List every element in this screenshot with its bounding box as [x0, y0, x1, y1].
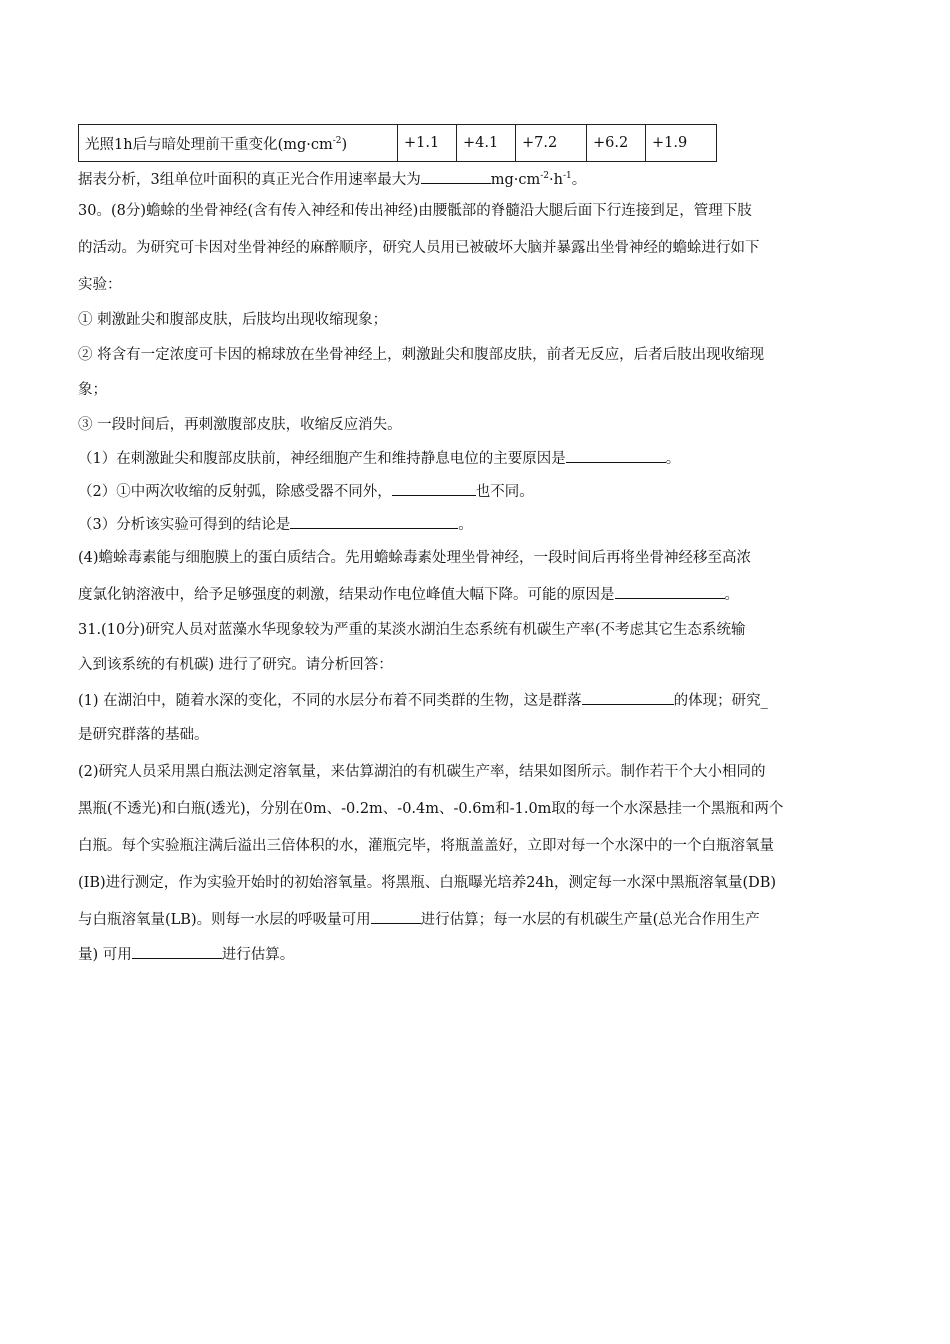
text-line: (1) 在湖泊中，随着水深的变化，不同的水层分布着不同类群的生物，这是群落 的体现；研究_ [78, 690, 768, 711]
text-line: (4)蟾蜍毒素能与细胞膜上的蛋白质结合。先用蟾蜍毒素处理坐骨神经，一段时间后再将坐骨神经移至高浓 [78, 550, 752, 566]
table-cell: +4.1 [457, 125, 516, 162]
text-line: （1）在刺激趾尖和腹部皮肤前，神经细胞产生和维持静息电位的主要原因是 。 [78, 448, 680, 469]
answer-blank [290, 514, 458, 529]
text-line: 30。(8分)蟾蜍的坐骨神经(含有传入神经和传出神经)由腰骶部的脊髓沿大腿后面下行连接到足，管理下肢 [78, 203, 752, 219]
text-line: 入到该系统的有机碳) 进行了研究。请分析回答： [78, 657, 393, 673]
table-cell: +1.1 [398, 125, 457, 162]
table-row [79, 125, 717, 162]
answer-blank [392, 481, 476, 496]
table-row-label: 光照1h后与暗处理前干重变化$(mg\cdot cm^{-2})$ [79, 125, 398, 162]
answer-blank [566, 448, 666, 463]
text-line: 实验： [78, 277, 122, 293]
text-line: (IB)进行测定，作为实验开始时的初始溶氧量。将黑瓶、白瓶曝光培养24h，测定每一水深中黑瓶溶氧量(DB) [78, 875, 777, 891]
table-cell: +1.9 [646, 125, 717, 162]
text-line: ① 刺激趾尖和腹部皮肤，后肢均出现收缩现象； [78, 312, 388, 328]
text-line: ③ 一段时间后，再刺激腹部皮肤，收缩反应消失。 [78, 417, 402, 433]
text-line: (2)研究人员采用黑白瓶法测定溶氧量，来估算湖泊的有机碳生产率，结果如图所示。制作若干个大小相同的 [78, 764, 766, 780]
text-line: 与白瓶溶氧量(LB)。则每一水层的呼吸量可用 进行估算；每一水层的有机碳生产量(总光合作用生产 [78, 909, 760, 930]
answer-blank [615, 584, 725, 599]
text-line: （2）①中两次收缩的反射弧，除感受器不同外， 也不同。 [78, 481, 534, 502]
table-cell: +7.2 [516, 125, 587, 162]
answer-blank [582, 690, 674, 705]
dry-weight-table [78, 124, 717, 162]
text-line: 白瓶。每个实验瓶注满后溢出三倍体积的水，灌瓶完毕，将瓶盖盖好，立即对每一个水深中的一个白瓶溶氧量 [78, 838, 774, 854]
text-line: 黑瓶(不透光)和白瓶(透光)，分别在0m、-0.2m、-0.4m、-0.6m和-1.0m取的每一个水深悬挂一个黑瓶和两个 [78, 801, 784, 817]
text-line: 是研究群落的基础。 [78, 727, 209, 743]
answer-blank [371, 909, 421, 924]
text-line: 31.(10分)研究人员对蓝藻水华现象较为严重的某淡水湖泊生态系统有机碳生产率(不考虑其它生态系统输 [78, 622, 746, 638]
text-line: 象； [78, 382, 107, 398]
answer-blank [421, 169, 491, 184]
text-line: 据表分析，3组单位叶面积的真正光合作用速率最大为 $mg\cdot cm^{-2}\cdot h^{-1}$。 [78, 166, 586, 190]
text-line: （3）分析该实验可得到的结论是 。 [78, 514, 473, 535]
text-line: 的活动。为研究可卡因对坐骨神经的麻醉顺序，研究人员用已被破坏大脑并暴露出坐骨神经的蟾蜍进行如下 [78, 240, 760, 256]
table-cell: +6.2 [587, 125, 646, 162]
text-line: 量) 可用 进行估算。 [78, 944, 294, 965]
answer-blank [132, 944, 222, 959]
text-line: ② 将含有一定浓度可卡因的棉球放在坐骨神经上，刺激趾尖和腹部皮肤，前者无反应，后者后肢出现收缩现 [78, 347, 765, 363]
text-line: 度氯化钠溶液中，给予足够强度的刺激，结果动作电位峰值大幅下降。可能的原因是 。 [78, 584, 739, 605]
